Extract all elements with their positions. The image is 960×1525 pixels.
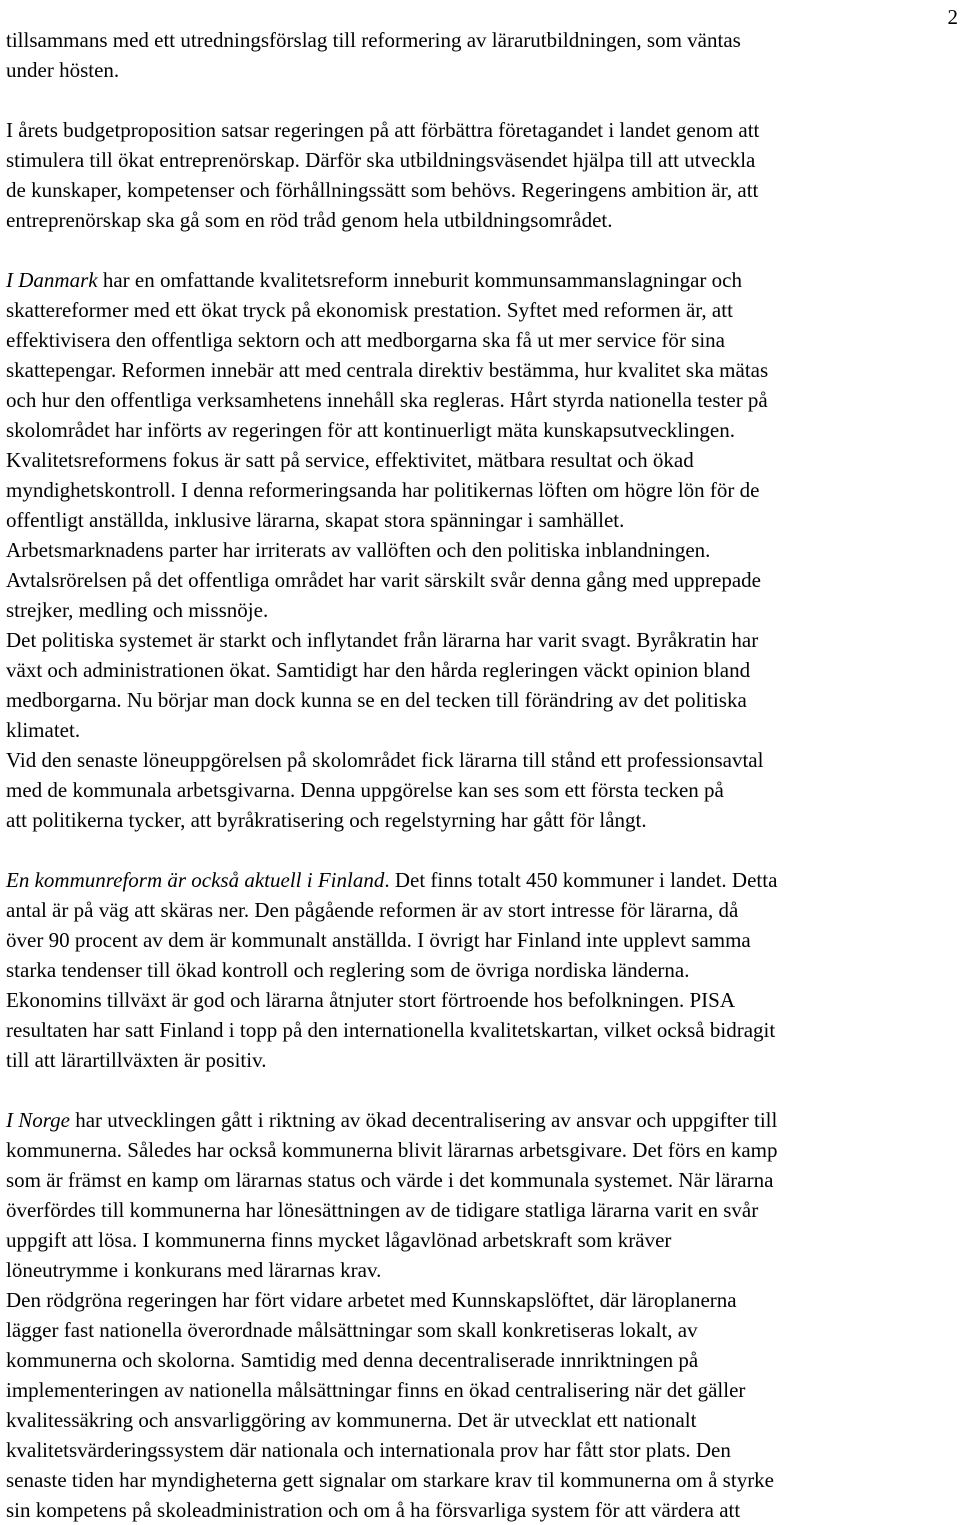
paragraph-political-system: [6, 625, 956, 745]
paragraph-red-green-government: [6, 1285, 956, 1525]
paragraph-wage-agreement: [6, 745, 956, 835]
page-number: 2: [947, 5, 958, 29]
text-line: och hur den offentliga verksamhetens innehåll ska regleras. Hårt styrda nationella tester på: [6, 388, 768, 412]
text-line: Ekonomins tillväxt är god och lärarna åtnjuter stort förtroende hos befolkningen. PISA: [6, 988, 736, 1012]
text-line: till att lärartillväxten är positiv.: [6, 1048, 267, 1072]
text-line: [6, 1105, 956, 1135]
document-page: [6, 25, 956, 1525]
text-line: överfördes till kommunerna har lönesättningen av de tidigare statliga lärarna varit en svår: [6, 1198, 759, 1222]
text-line: tillsammans med ett utredningsförslag till reformering av lärarutbildningen, som väntas: [6, 28, 741, 52]
paragraph-labor-market: [6, 535, 956, 625]
italic-lead-norway: I Norge: [6, 1108, 70, 1132]
text-run: . Det finns totalt 450 kommuner i landet. Detta: [384, 868, 778, 892]
text-line: de kunskaper, kompetenser och förhållningssätt som behövs. Regeringens ambition är, att: [6, 178, 759, 202]
text-line: [6, 265, 956, 295]
text-line: att politikerna tycker, att byråkratisering och regelstyrning har gått för långt.: [6, 808, 647, 832]
text-line: strejker, medling och missnöje.: [6, 598, 269, 622]
text-line: klimatet.: [6, 718, 81, 742]
text-line: Arbetsmarknadens parter har irriterats av vallöften och den politiska inblandningen.: [6, 538, 711, 562]
text-line: över 90 procent av dem är kommunalt anställda. I övrigt har Finland inte upplevt samma: [6, 928, 751, 952]
text-line: kommunerna. Således har också kommunerna blivit lärarnas arbetsgivare. Det förs en kamp: [6, 1138, 778, 1162]
text-line: uppgift att lösa. I kommunerna finns mycket lågavlönad arbetskraft som kräver: [6, 1228, 672, 1252]
text-line: som är främst en kamp om lärarnas status och värde i det kommunala systemet. När lärarna: [6, 1168, 774, 1192]
text-line: Kvalitetsreformens fokus är satt på service, effektivitet, mätbara resultat och ökad: [6, 448, 694, 472]
text-line: med de kommunala arbetsgivarna. Denna uppgörelse kan ses som ett första tecken på: [6, 778, 724, 802]
paragraph-finland: [6, 865, 956, 1075]
text-line: växt och administrationen ökat. Samtidigt har den hårda regleringen väckt opinion bland: [6, 658, 751, 682]
text-run: har en omfattande kvalitetsreform inneburit kommunsammanslagningar och: [97, 268, 742, 292]
text-line: Det politiska systemet är starkt och inflytandet från lärarna har varit svagt. Byråkratin har: [6, 628, 759, 652]
text-line: resultaten har satt Finland i topp på den internationella kvalitetskartan, vilket också bidragit: [6, 1018, 776, 1042]
text-line: skattereformer med ett ökat tryck på ekonomisk prestation. Syftet med reformen är, att: [6, 298, 733, 322]
text-line: sin kompetens på skoleadministration och om å ha försvarliga system för att värdera att: [6, 1498, 741, 1522]
text-line: under hösten.: [6, 58, 120, 82]
text-line: kvalitetsvärderingssystem där nationala och internationala prov har fått stor plats. Den: [6, 1438, 731, 1462]
text-line: I årets budgetproposition satsar regeringen på att förbättra företagandet i landet genom att: [6, 118, 760, 142]
text-line: medborgarna. Nu börjar man dock kunna se en del tecken till förändring av det politiska: [6, 688, 747, 712]
text-run: har utvecklingen gått i riktning av ökad decentralisering av ansvar och uppgifter till: [69, 1108, 778, 1132]
text-line: Vid den senaste löneuppgörelsen på skolområdet fick lärarna till stånd ett professionsavtal: [6, 748, 764, 772]
text-line: offentligt anställda, inklusive lärarna, skapat stora spänningar i samhället.: [6, 508, 625, 532]
text-line: senaste tiden har myndigheterna gett signalar om starkare krav til kommunerna om å styrke: [6, 1468, 775, 1492]
paragraph-norway: [6, 1105, 956, 1285]
text-line: skattepengar. Reformen innebär att med centrala direktiv bestämma, hur kvalitet ska mätas: [6, 358, 769, 382]
paragraph-denmark: [6, 265, 956, 535]
text-line: skolområdet har införts av regeringen för att kontinuerligt mäta kunskapsutvecklingen.: [6, 418, 735, 442]
text-line: löneutrymme i konkurans med lärarnas krav.: [6, 1258, 382, 1282]
text-line: implementeringen av nationella målsättningar finns en ökad centralisering när det gäller: [6, 1378, 746, 1402]
italic-lead-finland: En kommunreform är också aktuell i Finland: [6, 868, 385, 892]
text-line: antal är på väg att skäras ner. Den pågående reformen är av stort intresse för lärarna, då: [6, 898, 739, 922]
text-line: [6, 865, 956, 895]
text-line: lägger fast nationella överordnade målsättningar som skall konkretiseras lokalt, av: [6, 1318, 698, 1342]
text-line: stimulera till ökat entreprenörskap. Därför ska utbildningsväsendet hjälpa till att utveckla: [6, 148, 756, 172]
text-line: kommunerna och skolorna. Samtidig med denna decentraliserade innriktningen på: [6, 1348, 699, 1372]
text-line: Den rödgröna regeringen har fört vidare arbetet med Kunnskapslöftet, där läroplanerna: [6, 1288, 737, 1312]
text-line: entreprenörskap ska gå som en röd tråd genom hela utbildningsområdet.: [6, 208, 613, 232]
paragraph-budget: [6, 115, 956, 235]
text-line: kvalitessäkring och ansvarliggöring av kommunerna. Det är utvecklat ett nationalt: [6, 1408, 697, 1432]
text-line: myndighetskontroll. I denna reformeringsanda har politikernas löften om högre lön för de: [6, 478, 760, 502]
italic-lead-denmark: I Danmark: [6, 268, 98, 292]
text-line: starka tendenser till ökad kontroll och reglering som de övriga nordiska länderna.: [6, 958, 690, 982]
text-line: effektivisera den offentliga sektorn och att medborgarna ska få ut mer service för sina: [6, 328, 725, 352]
paragraph-intro-continuation: [6, 25, 956, 85]
text-line: Avtalsrörelsen på det offentliga området har varit särskilt svår denna gång med upprepade: [6, 568, 761, 592]
